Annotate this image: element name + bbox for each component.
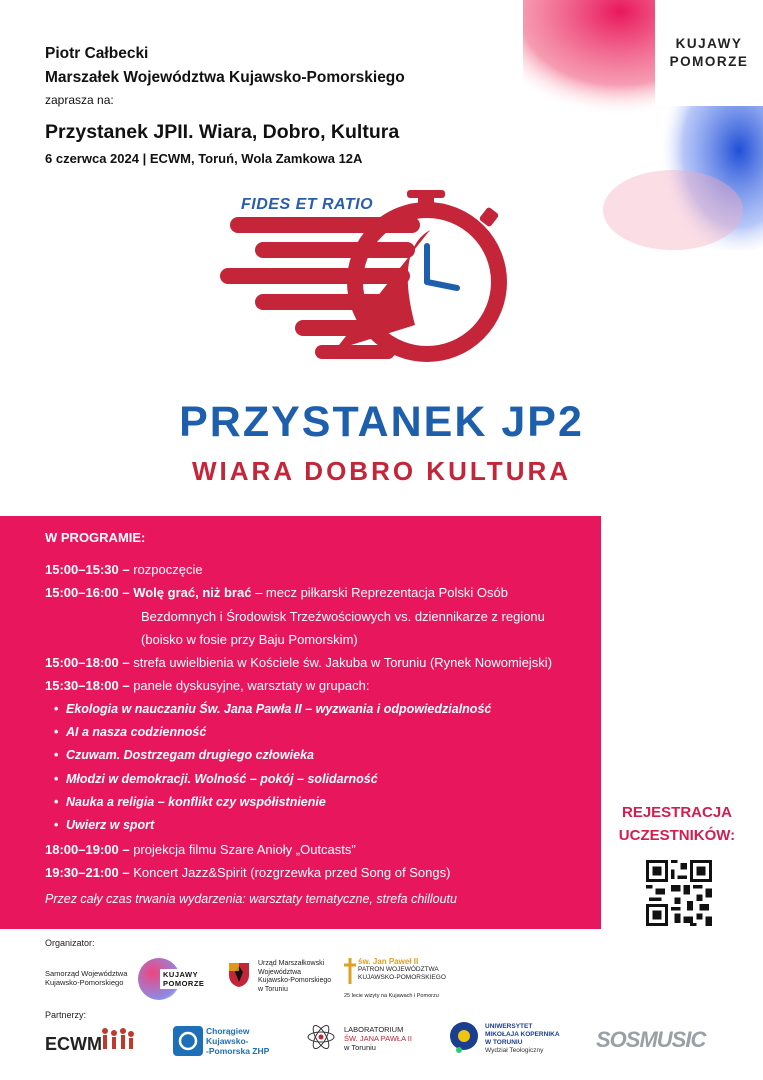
program-sep: – xyxy=(118,678,134,694)
program-sep: – xyxy=(118,562,134,577)
umk-line: UNIWERSYTET xyxy=(485,1023,533,1030)
urzad-line: w Toruniu xyxy=(258,985,288,993)
umk-line: W TORUNIU xyxy=(485,1039,523,1046)
organizers-label: Organizator: xyxy=(45,938,95,948)
jp2-anniversary: 25 lecie wizyty na Kujawach i Pomorzu xyxy=(344,993,439,999)
zhp-line: -Pomorska ZHP xyxy=(206,1046,270,1056)
logo-motto: FIDES ET RATIO xyxy=(241,196,374,213)
kujawy-logo-line: KUJAWY xyxy=(163,970,199,979)
urzad-line: Kujawsko-Pomorskiego xyxy=(258,977,332,984)
logo-subtitle: WIARA DOBRO KULTURA xyxy=(191,456,572,486)
ecwm-logo xyxy=(45,1034,102,1055)
workshop-item: • Ekologia w nauczaniu Św. Jana Pawła II – wyzwania i odpowiedzialność xyxy=(45,698,590,721)
jp2-cross-icon xyxy=(344,958,356,984)
program-text: rozpoczęcie xyxy=(133,562,203,577)
brand-line1: KUJAWY xyxy=(675,36,743,51)
jp2-line: św. Jan Paweł II xyxy=(358,957,419,966)
zhp-logo-icon xyxy=(173,1026,203,1056)
program-text: Koncert Jazz&Spirit (rozgrzewka przed Song of Songs) xyxy=(133,864,451,880)
event-meta: 6 czerwca 2024 | ECWM, Toruń, Wola Zamkowa 12A xyxy=(45,151,363,166)
program-text: panele dyskusyjne, warsztaty w grupach: xyxy=(133,678,370,694)
ecwm-figures-icon xyxy=(100,1026,136,1054)
umk-line: MIKOŁAJA KOPERNIKA xyxy=(485,1031,560,1038)
registration-line1: REJESTRACJA xyxy=(621,804,733,821)
umk-emblem-icon xyxy=(448,1020,480,1054)
program-time: 19:30–21:00 xyxy=(45,864,119,880)
samorzad-logo xyxy=(45,969,127,987)
host-role: Marszałek Województwa Kujawsko-Pomorskiego xyxy=(45,69,405,86)
urzad-logo xyxy=(258,960,331,994)
coat-of-arms-icon xyxy=(228,962,250,988)
program-item xyxy=(45,674,590,697)
samorzad-line: Samorząd Województwa xyxy=(45,969,128,978)
umk-logo xyxy=(485,1023,560,1055)
program-time: 18:00–19:00 xyxy=(45,841,119,857)
sosmusic-logo xyxy=(596,1027,705,1053)
samorzad-line: Kujawsko-Pomorskiego xyxy=(45,978,124,987)
zhp-line: Chorągiew xyxy=(206,1026,250,1036)
partners-label: Partnerzy: xyxy=(45,1010,87,1020)
logo-title: PRZYSTANEK JP2 xyxy=(179,398,584,446)
urzad-line: Województwa xyxy=(258,968,302,976)
program-panel xyxy=(0,516,601,929)
zhp-line: Kujawsko- xyxy=(206,1036,249,1046)
program-item xyxy=(45,838,590,861)
event-title: Przystanek JPII. Wiara, Dobro, Kultura xyxy=(45,121,400,143)
lab-line: LABORATORIUM xyxy=(344,1025,404,1034)
host-block xyxy=(45,42,405,109)
atom-icon xyxy=(306,1022,336,1052)
kujawy-logo-line: POMORZE xyxy=(163,979,205,988)
workshop-item: • Czuwam. Dostrzegam drugiego człowieka xyxy=(45,744,590,767)
host-invite: zaprasza na: xyxy=(45,93,114,107)
lab-line: ŚW. JANA PAWŁA II xyxy=(344,1034,412,1043)
sosmusic-text: SOSMUSIC xyxy=(596,1027,706,1052)
program-heading: W PROGRAMIE: xyxy=(45,530,146,545)
program-sep: – xyxy=(118,841,134,857)
kujawy-pomorze-logo xyxy=(138,958,210,1002)
program-note: Przez cały czas trwania wydarzenia: warsztaty tematyczne, strefa chilloutu xyxy=(45,892,457,907)
ecwm-text: ECWM xyxy=(45,1034,102,1054)
program-text: – mecz piłkarski Reprezentacja Polski Osób xyxy=(251,585,508,601)
program-time: 15:30–18:00 xyxy=(45,678,119,694)
program-time: 15:00–18:00 xyxy=(45,655,119,671)
host-name: Piotr Całbecki xyxy=(45,45,149,62)
workshop-item: • Młodzi w demokracji. Wolność – pokój – solidarność xyxy=(45,768,590,791)
urzad-line: Urząd Marszałkowski xyxy=(258,960,325,967)
program-continuation xyxy=(45,605,590,628)
workshop-item: • Nauka a religia – konflikt czy współistnienie xyxy=(45,791,590,814)
program-text: projekcja filmu Szare Anioły „Outcasts” xyxy=(133,841,356,857)
program-item xyxy=(45,558,590,581)
program-continuation-line: Bezdomnych i Środowisk Trzeźwościowych vs. dziennikarze z regionu xyxy=(141,608,545,624)
brand-line2: POMORZE xyxy=(669,54,749,69)
registration-label xyxy=(612,801,742,847)
lab-line: w Toruniu xyxy=(344,1043,376,1052)
program-item xyxy=(45,861,590,884)
program-text: strefa uwielbienia w Kościele św. Jakuba w Toruniu (Rynek Nowomiejski) xyxy=(133,655,553,671)
jp2-patron-logo xyxy=(358,958,446,982)
program-continuation-line: (boisko w fosie przy Baju Pomorskim) xyxy=(141,631,358,647)
program-list xyxy=(45,558,590,911)
brand-logo xyxy=(655,0,763,106)
program-item xyxy=(45,581,590,604)
workshop-item: • Uwierz w sport xyxy=(45,814,590,837)
registration-line2: UCZESTNIKÓW: xyxy=(618,827,736,844)
program-time: 15:00–15:30 xyxy=(45,562,119,577)
umk-line: Wydział Teologiczny xyxy=(485,1047,544,1054)
program-item xyxy=(45,651,590,674)
program-time: 15:00–16:00 xyxy=(45,585,119,601)
qr-code-icon[interactable] xyxy=(646,860,712,926)
program-bold: Wolę grać, niż brać xyxy=(133,585,252,601)
program-continuation xyxy=(45,628,590,651)
program-sep: – xyxy=(118,864,134,880)
program-sep: – xyxy=(118,655,134,671)
program-sep: – xyxy=(118,585,134,601)
jp2-line: KUJAWSKO-POMORSKIEGO xyxy=(358,974,446,981)
stopwatch-logo-icon xyxy=(195,190,625,500)
workshop-item: • AI a nasza codzienność xyxy=(45,721,590,744)
zhp-logo xyxy=(206,1026,269,1056)
jp2-line: PATRON WOJEWÓDZTWA xyxy=(358,966,439,973)
laboratorium-logo xyxy=(344,1025,412,1052)
